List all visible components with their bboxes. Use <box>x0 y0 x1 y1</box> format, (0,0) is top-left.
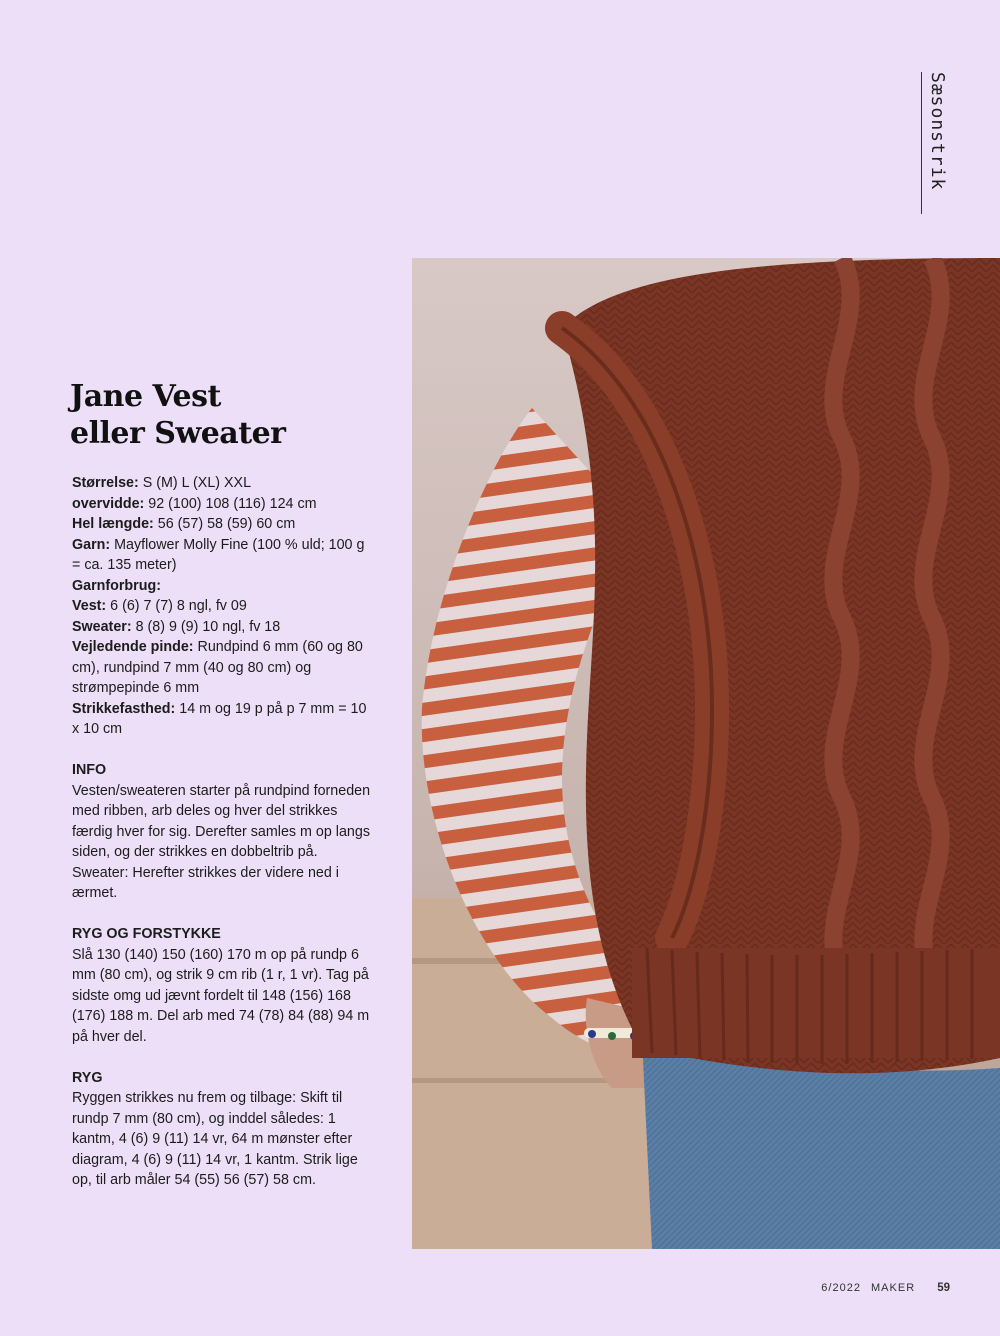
section-tag-label: Sæsonstrik <box>927 72 948 191</box>
spec-yarn-usage: Garnforbrug: <box>72 577 161 594</box>
page-footer <box>815 1282 950 1294</box>
issue-number: 6/2022 <box>821 1282 861 1294</box>
spec-yarn: Garn: Mayflower Molly Fine (100 % uld; 100 g = ca. 135 meter) <box>72 536 365 573</box>
spec-sweater: Sweater: 8 (8) 9 (9) 10 ngl, fv 18 <box>72 618 281 635</box>
spec-vest: Vest: 6 (6) 7 (7) 8 ngl, fv 09 <box>72 598 247 614</box>
article-body <box>72 473 372 1191</box>
title-line-2: eller Sweater <box>70 416 286 451</box>
section-heading-back: RYG <box>72 1069 103 1086</box>
section-heading-back-front: RYG OG FORSTYKKE <box>72 926 221 942</box>
vest-photo <box>412 258 1000 1249</box>
section-tag <box>921 72 949 214</box>
spec-size: Størrelse: S (M) L (XL) XXL <box>72 475 252 491</box>
section-text-back-front: Slå 130 (140) 150 (160) 170 m op på rundp 6 mm (80 cm), og strik 9 cm rib (1 r, 1 vr). Tag på sidste omg ud jævnt fordelt til 148 (156) 168 (176) 188 m. Del arb med 74 (78) 84 (88) 94 m på hver del. <box>72 946 370 1045</box>
section-heading-info: INFO <box>72 762 107 778</box>
page-number: 59 <box>937 1282 950 1294</box>
vest-photo-illustration <box>412 258 1000 1249</box>
spec-gauge: Strikkefasthed: 14 m og 19 p på p 7 mm = 10 x 10 cm <box>72 700 367 737</box>
section-text-back: Ryggen strikkes nu frem og tilbage: Skift til rundp 7 mm (80 cm), og inddel således: 1 kantm, 4 (6) 9 (11) 14 vr, 64 m mønster efter diagram, 4 (6) 9 (11) 14 vr, 1 kantm. Strik lige op, til arb måler 54 (55) 56 (57) 58 cm. <box>72 1090 358 1188</box>
spec-length: Hel længde: 56 (57) 58 (59) 60 cm <box>72 516 296 532</box>
spec-list <box>72 473 372 740</box>
article-title <box>70 378 390 452</box>
title-line-1: Jane Vest <box>70 379 221 414</box>
spec-chest: overvidde: 92 (100) 108 (116) 124 cm <box>72 495 317 512</box>
magazine-name: MAKER <box>871 1282 916 1294</box>
section-text-info: Vesten/sweateren starter på rundpind forneden med ribben, arb deles og hver del strikkes færdig hver for sig. Derefter samles m op langs siden, og der strikkes en dobbeltrib på. Sweater: Herefter strikkes der videre ned i ærmet. <box>72 782 371 901</box>
spec-needles: Vejledende pinde: Rundpind 6 mm (60 og 80 cm), rundpind 7 mm (40 og 80 cm) og strømpepinde 6 mm <box>72 639 363 696</box>
